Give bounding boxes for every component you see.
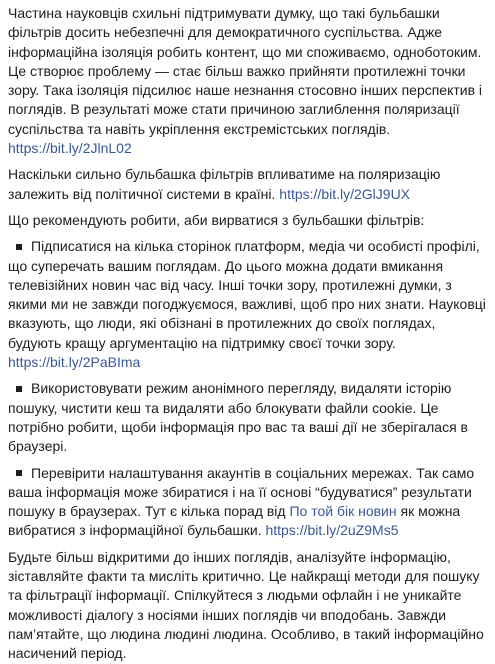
list-item-text: Використовувати режим анонімного перегляду, видаляти історію пошуку, чистити кеш та видаляти або блокувати файли cookie. Це потрібно робити, щоби інформація про вас та ваші дії не зберігалася в браузері. — [8, 380, 468, 455]
bullet-square-icon — [16, 470, 22, 476]
list-item-text: як можна вибратися з інформаційної бульбашки. — [8, 503, 461, 539]
paragraph-text: Наскільки сильно бульбашка фільтрів впливатиме на поляризацію залежить від політичної системи в країні. — [8, 166, 441, 202]
source-link[interactable]: https://bit.ly/2GlJ9UX — [279, 185, 411, 202]
list-item — [8, 379, 487, 456]
paragraph-conclusion: Будьте більш відкритими до інших поглядів, аналізуйте інформацію, зіставляйте факти та мисліть критично. Це найкращі методи для пошуку та фільтрації інформації. Спілкуйтеся з людьми офлайн і не уникайте можливості діалогу з носіями інших поглядів чи вподобань. Завжди пам’ятайте, що людина людині людина. Особливо, в такий інформаційно насичений період. — [8, 548, 484, 662]
list-item-text: Підписатися на кілька сторінок платформ, медіа чи особисті профілі, що суперечать вашим поглядам. До цього можна додати вмикання телевізійних новин час від часу. Інші точки зору, протилежні думки, з якими ми не завжди погоджуємося, важливі, щоб про них знати. Науковці вказують, що люди, які обізнані в протилежних до своїх поглядах, будують кращу аргументацію на підтримку своєї точки зору. — [8, 238, 486, 351]
page-mention-link[interactable]: По той бік новин — [289, 503, 397, 520]
paragraph-polarization — [8, 4, 487, 158]
source-link[interactable]: https://bit.ly/2uZ9Ms5 — [265, 522, 399, 539]
source-link[interactable]: https://bit.ly/2PaBIma — [8, 354, 141, 371]
list-item — [8, 464, 487, 541]
paragraph-recommendations-intro: Що рекомендують робити, аби вирватися з бульбашки фільтрів: — [8, 211, 425, 228]
list-item-text: Перевірити налаштування акаунтів в соціальних мережах. Так само ваша інформація може збиратися і на її основі “будуватися” результати пошуку в браузерах. Тут є кілька порад від — [8, 464, 475, 520]
bullet-square-icon — [16, 244, 22, 250]
list-item — [8, 237, 487, 372]
source-link[interactable]: https://bit.ly/2JlnL02 — [8, 140, 132, 157]
paragraph-political-system — [8, 165, 487, 204]
paragraph-text: Частина науковців схильні підтримувати думку, що такі бульбашки фільтрів досить небезпечні для демократичного суспільства. Адже інформаційна ізоляція робить контент, що ми споживаємо, одноботоким. Це створює проблему — стає більш важко прийняти протилежні точки зору. Така ізоляція підсилює наше незнання стосовно інших перспектив і поглядів. В результаті може стати причиною заглиблення поляризації суспільства та навіть укріплення екстремістських поглядів. — [8, 5, 483, 137]
bullet-square-icon — [16, 386, 22, 392]
